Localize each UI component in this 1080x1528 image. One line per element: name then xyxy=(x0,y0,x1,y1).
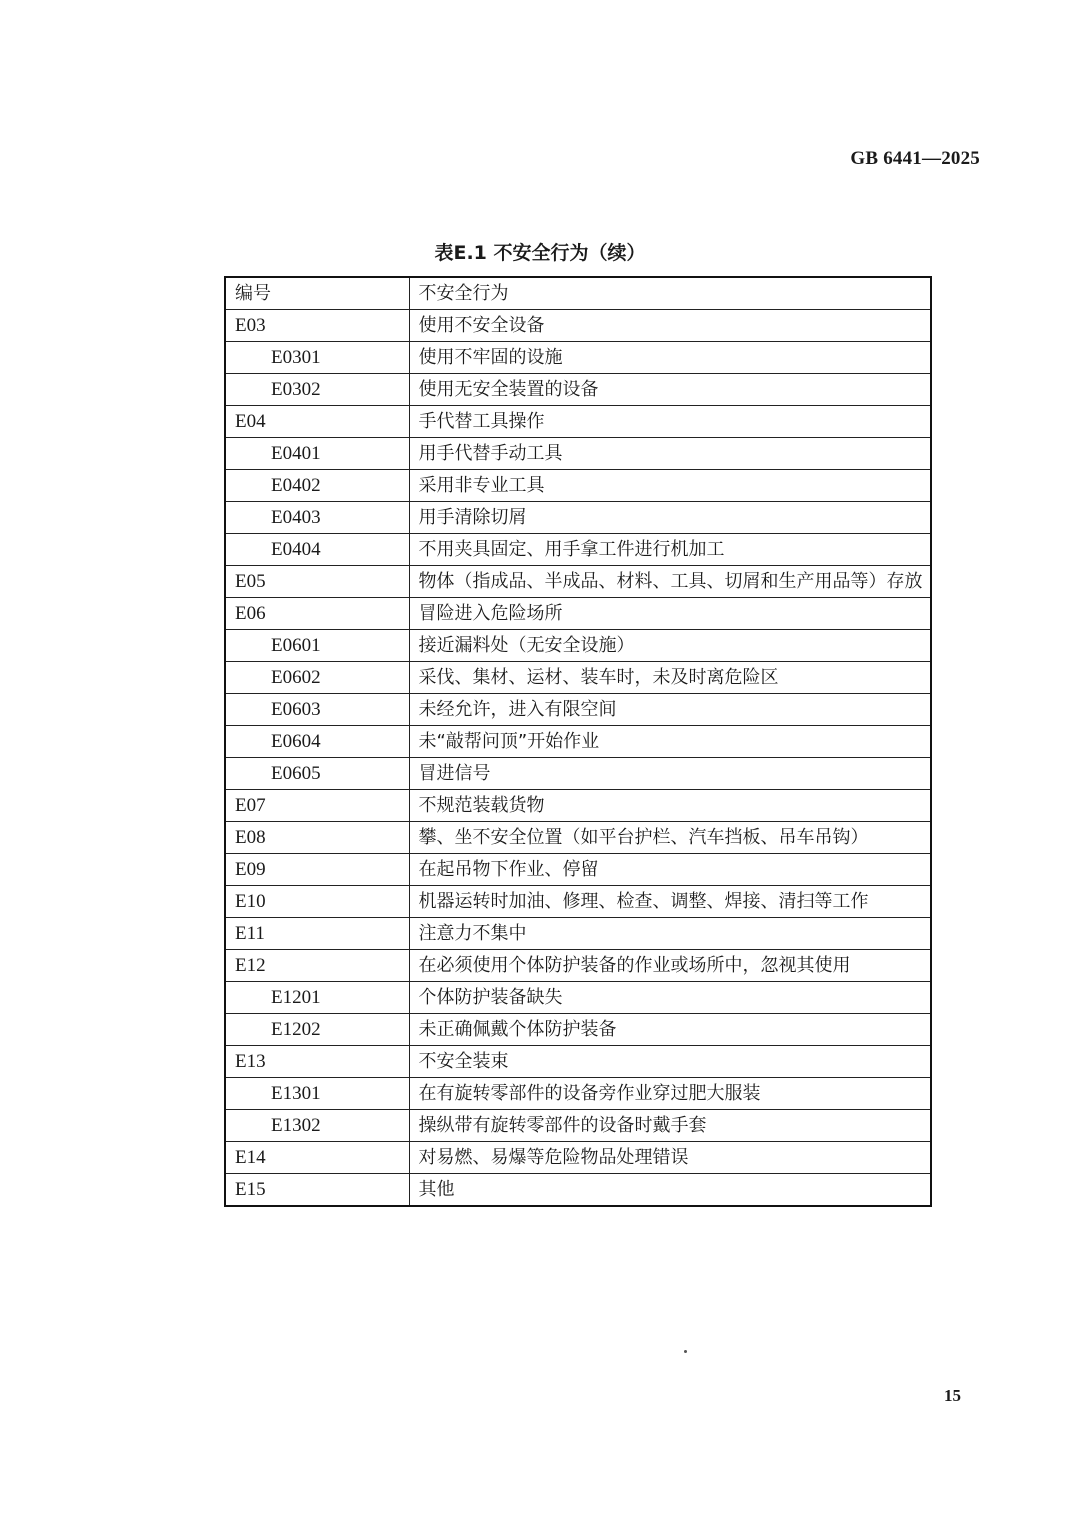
row-description: 注意力不集中 xyxy=(409,918,931,950)
row-code: E1302 xyxy=(225,1110,409,1142)
table-row xyxy=(225,918,931,950)
row-description: 物体（指成品、半成品、材料、工具、切屑和生产用品等）存放 xyxy=(409,566,931,598)
row-description: 用手清除切屑 xyxy=(409,502,931,534)
row-code: E0401 xyxy=(225,438,409,470)
column-header-behavior: 不安全行为 xyxy=(409,277,931,310)
row-description: 攀、坐不安全位置（如平台护栏、汽车挡板、吊车吊钩） xyxy=(409,822,931,854)
row-description: 冒进信号 xyxy=(409,758,931,790)
row-code: E13 xyxy=(225,1046,409,1078)
row-code: E0404 xyxy=(225,534,409,566)
row-code: E09 xyxy=(225,854,409,886)
row-description: 不安全装束 xyxy=(409,1046,931,1078)
table-row xyxy=(225,1014,931,1046)
table-row xyxy=(225,598,931,630)
row-description: 对易燃、易爆等危险物品处理错误 xyxy=(409,1142,931,1174)
row-description: 不规范装载货物 xyxy=(409,790,931,822)
row-code: E06 xyxy=(225,598,409,630)
row-description: 手代替工具操作 xyxy=(409,406,931,438)
row-description: 使用无安全装置的设备 xyxy=(409,374,931,406)
table-row xyxy=(225,566,931,598)
row-description: 未经允许，进入有限空间 xyxy=(409,694,931,726)
row-code: E0601 xyxy=(225,630,409,662)
table-row xyxy=(225,790,931,822)
row-code: E1201 xyxy=(225,982,409,1014)
row-code: E04 xyxy=(225,406,409,438)
table-title: 表E.1 不安全行为（续） xyxy=(434,242,646,264)
row-description: 机器运转时加油、修理、检查、调整、焊接、清扫等工作 xyxy=(409,886,931,918)
row-code: E03 xyxy=(225,310,409,342)
row-code: E0604 xyxy=(225,726,409,758)
row-description: 在必须使用个体防护装备的作业或场所中，忽视其使用 xyxy=(409,950,931,982)
table-row xyxy=(225,342,931,374)
table-row xyxy=(225,886,931,918)
table-row xyxy=(225,1046,931,1078)
table-body xyxy=(225,310,931,1207)
row-code: E0301 xyxy=(225,342,409,374)
row-code: E0605 xyxy=(225,758,409,790)
row-description: 在有旋转零部件的设备旁作业穿过肥大服装 xyxy=(409,1078,931,1110)
table-row xyxy=(225,694,931,726)
row-description: 操纵带有旋转零部件的设备时戴手套 xyxy=(409,1110,931,1142)
row-code: E0603 xyxy=(225,694,409,726)
row-code: E0403 xyxy=(225,502,409,534)
scan-speck xyxy=(684,1350,687,1353)
table-row xyxy=(225,726,931,758)
table-header-row xyxy=(225,277,931,310)
row-description: 不用夹具固定、用手拿工件进行机加工 xyxy=(409,534,931,566)
table-row xyxy=(225,950,931,982)
row-code: E0602 xyxy=(225,662,409,694)
page-number: 15 xyxy=(944,1386,961,1405)
table-row xyxy=(225,822,931,854)
table-row xyxy=(225,1142,931,1174)
table-row xyxy=(225,1078,931,1110)
table-row xyxy=(225,1174,931,1207)
row-description: 采用非专业工具 xyxy=(409,470,931,502)
row-description: 未“敲帮问顶”开始作业 xyxy=(409,726,931,758)
unsafe-behavior-table-container xyxy=(224,276,930,1207)
row-code: E14 xyxy=(225,1142,409,1174)
row-description: 使用不安全设备 xyxy=(409,310,931,342)
table-row xyxy=(225,758,931,790)
row-code: E08 xyxy=(225,822,409,854)
row-code: E15 xyxy=(225,1174,409,1207)
table-row xyxy=(225,310,931,342)
row-code: E10 xyxy=(225,886,409,918)
row-description: 其他 xyxy=(409,1174,931,1207)
table-row xyxy=(225,982,931,1014)
table-row xyxy=(225,1110,931,1142)
table-row xyxy=(225,470,931,502)
table-row xyxy=(225,502,931,534)
table-row xyxy=(225,438,931,470)
row-description: 在起吊物下作业、停留 xyxy=(409,854,931,886)
column-header-code: 编号 xyxy=(225,277,409,310)
row-code: E1301 xyxy=(225,1078,409,1110)
row-description: 冒险进入危险场所 xyxy=(409,598,931,630)
row-code: E05 xyxy=(225,566,409,598)
row-code: E1202 xyxy=(225,1014,409,1046)
table-row xyxy=(225,854,931,886)
row-description: 采伐、集材、运材、装车时，未及时离危险区 xyxy=(409,662,931,694)
row-description: 用手代替手动工具 xyxy=(409,438,931,470)
row-code: E07 xyxy=(225,790,409,822)
row-description: 未正确佩戴个体防护装备 xyxy=(409,1014,931,1046)
table-row xyxy=(225,534,931,566)
row-code: E11 xyxy=(225,918,409,950)
table-row xyxy=(225,374,931,406)
table-row xyxy=(225,630,931,662)
row-code: E0402 xyxy=(225,470,409,502)
row-code: E0302 xyxy=(225,374,409,406)
table-row xyxy=(225,406,931,438)
unsafe-behavior-table xyxy=(224,276,932,1207)
standard-number: GB 6441—2025 xyxy=(850,148,980,169)
row-description: 个体防护装备缺失 xyxy=(409,982,931,1014)
row-description: 接近漏料处（无安全设施） xyxy=(409,630,931,662)
row-code: E12 xyxy=(225,950,409,982)
row-description: 使用不牢固的设施 xyxy=(409,342,931,374)
table-row xyxy=(225,662,931,694)
